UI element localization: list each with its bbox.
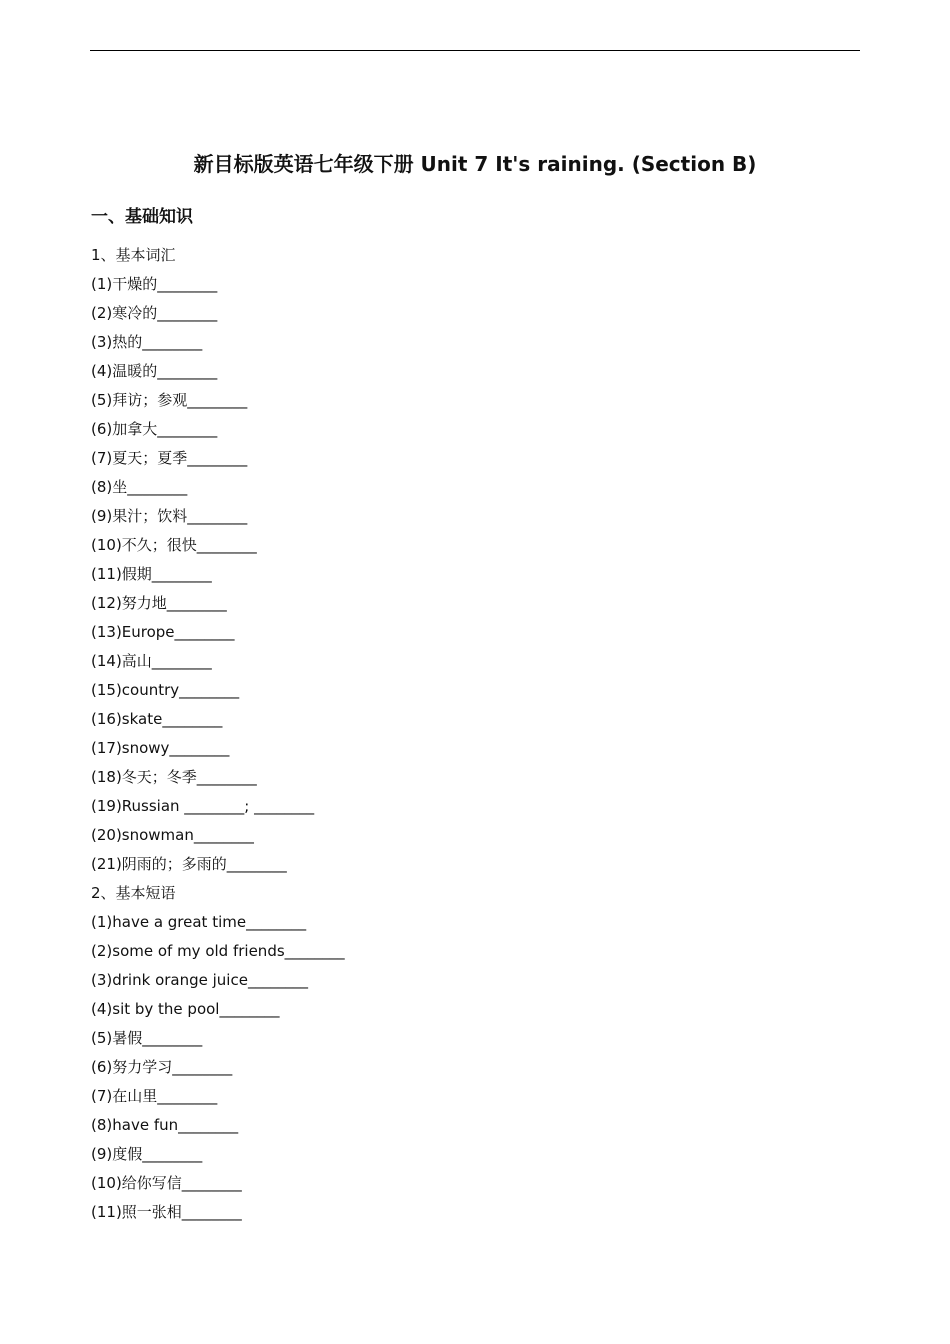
exercise-item: (5)暑假________	[91, 1029, 203, 1047]
exercise-item: (15)country________	[91, 681, 240, 699]
exercise-item: (3)drink orange juice________	[91, 971, 308, 989]
exercise-item: (7)夏天；夏季________	[91, 449, 248, 467]
exercise-item: (13)Europe________	[91, 623, 235, 641]
exercise-item: (9)度假________	[91, 1145, 203, 1163]
exercise-item: (11)照一张相________	[91, 1203, 242, 1221]
exercise-item: (8)have fun________	[91, 1116, 239, 1134]
exercise-item: (10)不久；很快________	[91, 536, 257, 554]
exercise-item: (20)snowman________	[91, 826, 254, 844]
exercise-item: (11)假期________	[91, 565, 212, 583]
document-title: 新目标版英语七年级下册 Unit 7 It's raining. (Section B)	[193, 152, 757, 176]
exercise-item: (4)温暖的________	[91, 362, 218, 380]
exercise-item: (2)寒冷的________	[91, 304, 218, 322]
exercise-item: (3)热的________	[91, 333, 203, 351]
exercise-item: (4)sit by the pool________	[91, 1000, 280, 1018]
header-rule	[90, 50, 860, 51]
exercise-item: (21)阴雨的；多雨的________	[91, 855, 287, 873]
exercise-item: (19)Russian ________; ________	[91, 797, 315, 815]
exercise-item: (6)加拿大________	[91, 420, 218, 438]
exercise-item: (1)have a great time________	[91, 913, 307, 931]
exercise-item: (7)在山里________	[91, 1087, 218, 1105]
exercise-item: (14)高山________	[91, 652, 212, 670]
exercise-item: (1)干燥的________	[91, 275, 218, 293]
exercise-item: (18)冬天；冬季________	[91, 768, 257, 786]
exercise-item: (9)果汁；饮料________	[91, 507, 248, 525]
exercise-item: (10)给你写信________	[91, 1174, 242, 1192]
exercise-item: (16)skate________	[91, 710, 223, 728]
exercise-item: (2)some of my old friends________	[91, 942, 345, 960]
section-heading: 一、基础知识	[91, 207, 193, 227]
subsection-label: 2、基本短语	[91, 884, 176, 902]
exercise-item: (17)snowy________	[91, 739, 230, 757]
exercise-item: (5)拜访；参观________	[91, 391, 248, 409]
subsection-label: 1、基本词汇	[91, 246, 176, 264]
exercise-item: (8)坐________	[91, 478, 188, 496]
exercise-item: (6)努力学习________	[91, 1058, 233, 1076]
exercise-item: (12)努力地________	[91, 594, 227, 612]
exercise-list	[91, 245, 871, 1231]
